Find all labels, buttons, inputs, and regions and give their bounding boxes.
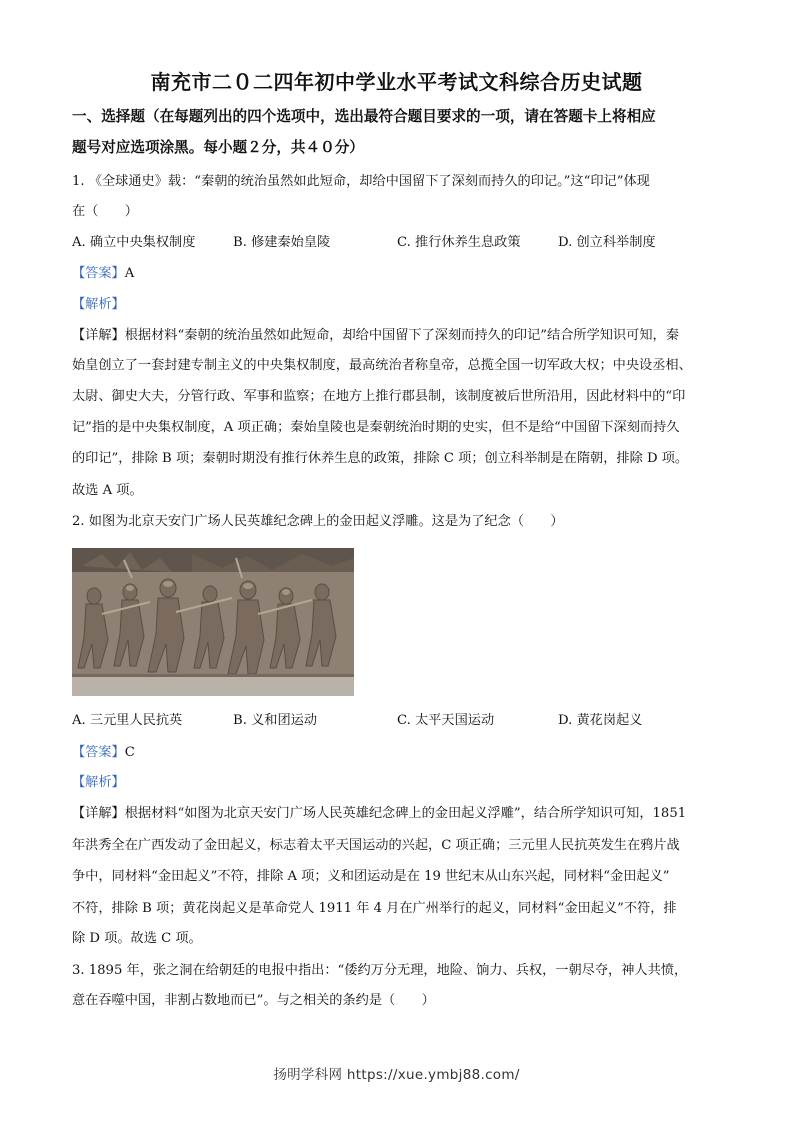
q3-stem-line-1: 3. 1895 年，张之洞在给朝廷的电报中指出：“倭约万分无理，地险、饷力、兵权，一朝尽夺，神人共愤， bbox=[72, 963, 688, 978]
q2-answer-label: 【答案】 bbox=[72, 745, 125, 760]
q1-option-c: C. 推行休养生息政策 bbox=[397, 235, 521, 250]
q2-option-b: B. 义和团运动 bbox=[233, 713, 318, 728]
q1-answer-value: A bbox=[124, 266, 135, 281]
q1-option-b: B. 修建秦始皇陵 bbox=[233, 235, 331, 250]
q2-detail-line-2: 年洪秀全在广西发动了金田起义，标志着太平天国运动的兴起，C 项正确；三元里人民抗英发生在鸦片战 bbox=[72, 838, 680, 853]
q2-stem-line-1: 2. 如图为北京天安门广场人民英雄纪念碑上的金田起义浮雕。这是为了纪念（ ） bbox=[72, 514, 564, 529]
q1-answer bbox=[72, 264, 724, 284]
q1-stem-line-2: 在（ ） bbox=[72, 204, 138, 219]
q1-detail-line-2: 始皇创立了一套封建专制主义的中央集权制度，最高统治者称皇帝，总揽全国一切军政大权；中央设丞相、 bbox=[72, 358, 692, 373]
q2-detail-line-1: 【详解】根据材料“如图为北京天安门广场人民英雄纪念碑上的金田起义浮雕”，结合所学知识可知，1851 bbox=[72, 806, 687, 821]
q2-detail-line-5: 除 D 项。故选 C 项。 bbox=[72, 931, 202, 946]
q1-option-a: A. 确立中央集权制度 bbox=[72, 235, 196, 250]
q3-stem-line-2: 意在吞噬中国，非割占数地而已”。与之相关的条约是（ ） bbox=[72, 993, 435, 1008]
q1-detail-line-4: 记”指的是中央集权制度，A 项正确；秦始皇陵也是秦朝统治时期的史实，但不是给“中国留下深刻而持久 bbox=[72, 420, 680, 435]
q1-stem-line-1: 1. 《全球通史》载：“秦朝的统治虽然如此短命，却给中国留下了深刻而持久的印记。”这“印记”体现 bbox=[72, 174, 650, 189]
q1-answer-label: 【答案】 bbox=[72, 266, 125, 281]
q1-detail-line-3: 太尉、御史大夫，分管行政、军事和监察；在地方上推行郡县制，该制度被后世所沿用，因此材料中的“印 bbox=[72, 389, 686, 404]
jintian-uprising-relief-photo bbox=[72, 548, 354, 696]
q1-detail-line-6: 故选 A 项。 bbox=[72, 483, 143, 498]
q1-options bbox=[72, 233, 724, 253]
section-heading-line-2: 题号对应选项涂黑。每小题２分，共４０分） bbox=[72, 139, 364, 156]
q2-answer bbox=[72, 743, 724, 763]
q2-option-a: A. 三元里人民抗英 bbox=[72, 713, 183, 728]
q2-analysis-label: 【解析】 bbox=[72, 775, 125, 790]
q2-detail-line-4: 不符，排除 B 项；黄花岗起义是革命党人 1911 年 4 月在广州举行的起义，同材料“金田起义”不符，排 bbox=[72, 901, 677, 916]
q2-detail-line-3: 争中，同材料“金田起义”不符，排除 A 项；义和团运动是在 19 世纪末从山东兴起，同材料“金田起义” bbox=[72, 869, 670, 884]
section-heading-line-1: 一、选择题（在每题列出的四个选项中，选出最符合题目要求的一项，请在答题卡上将相应 bbox=[72, 108, 656, 125]
q2-answer-value: C bbox=[124, 745, 135, 760]
q1-option-d: D. 创立科举制度 bbox=[558, 235, 656, 250]
q2-option-d: D. 黄花岗起义 bbox=[558, 713, 643, 728]
page-footer-watermark: 扬明学科网 https://xue.ymbj88.com/ bbox=[273, 1067, 520, 1083]
q1-detail-line-1: 【详解】根据材料“秦朝的统治虽然如此短命，却给中国留下了深刻而持久的印记”结合所学知识可知，秦 bbox=[72, 328, 679, 343]
q2-options bbox=[72, 711, 724, 731]
q1-analysis-label: 【解析】 bbox=[72, 297, 125, 312]
page-title: 南充市二０二四年初中学业水平考试文科综合历史试题 bbox=[150, 70, 643, 94]
q2-option-c: C. 太平天国运动 bbox=[397, 713, 495, 728]
q1-detail-line-5: 的印记”，排除 B 项；秦朝时期没有推行休养生息的政策，排除 C 项；创立科举制是在隋朝，排除 D 项。 bbox=[72, 451, 689, 466]
relief-sculpture-illustration bbox=[72, 548, 354, 696]
